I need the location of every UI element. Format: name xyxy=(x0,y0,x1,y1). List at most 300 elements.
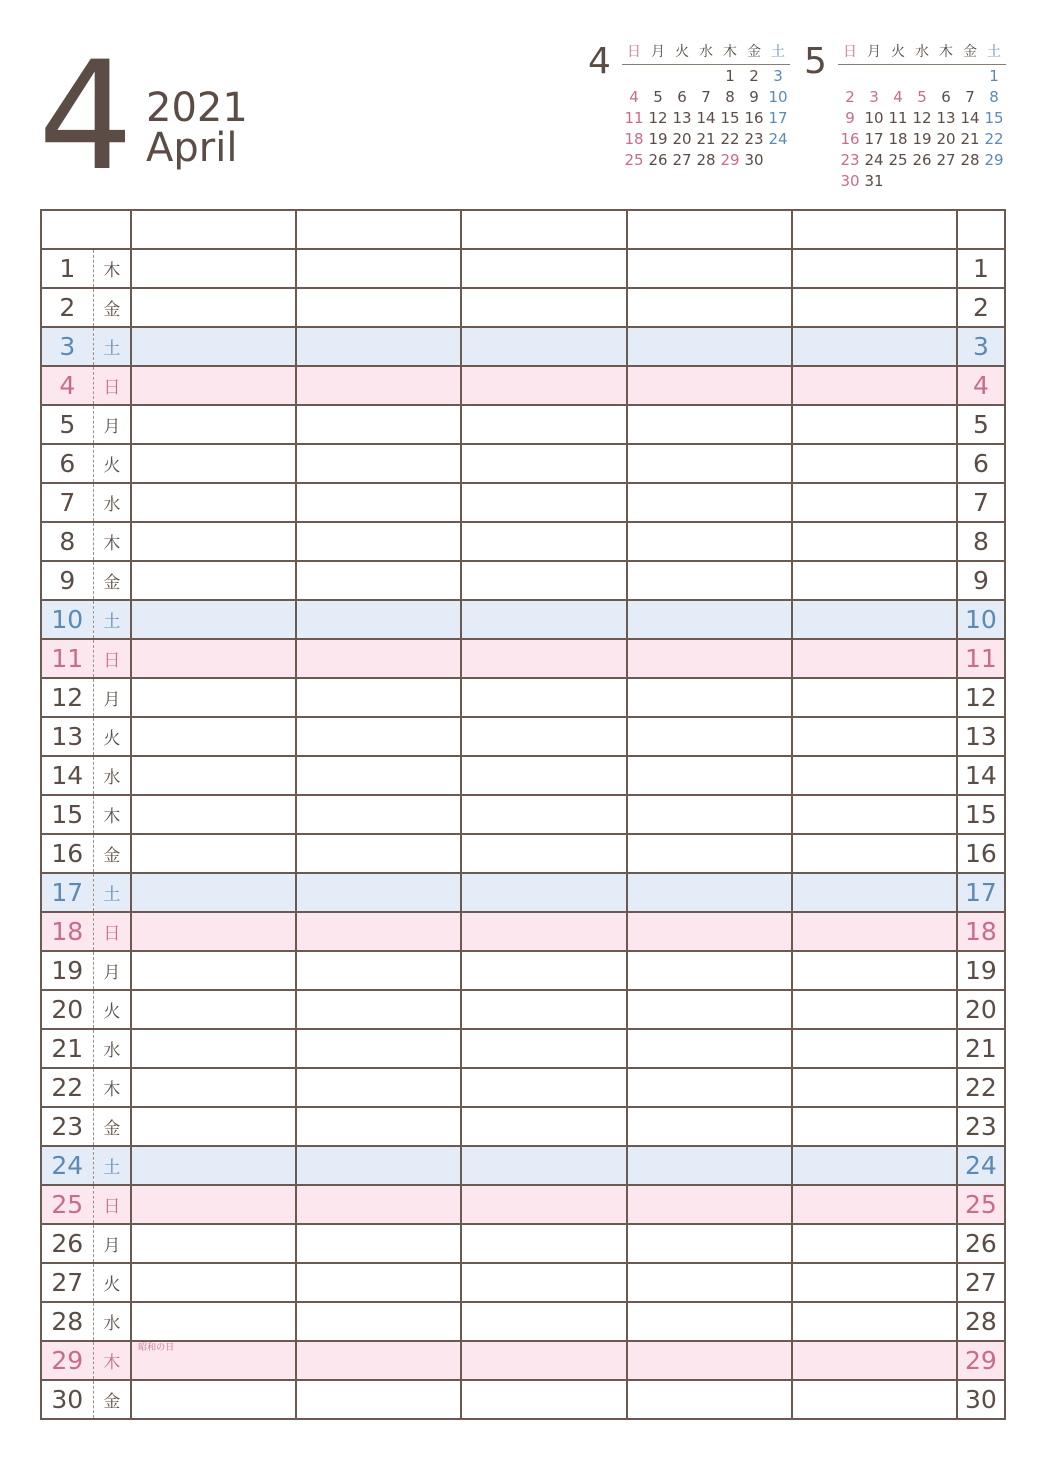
day-number: 23 xyxy=(41,1107,93,1146)
schedule-cell[interactable] xyxy=(792,1263,957,1302)
day-number: 15 xyxy=(41,795,93,834)
day-number: 11 xyxy=(41,639,93,678)
schedule-cell[interactable] xyxy=(627,1224,792,1263)
day-number: 12 xyxy=(41,678,93,717)
schedule-cell[interactable] xyxy=(461,522,626,561)
schedule-cell[interactable] xyxy=(792,1341,957,1380)
schedule-cell[interactable] xyxy=(296,327,461,366)
mini-calendar-grid xyxy=(622,40,790,170)
mini-calendar-day: 23 xyxy=(744,129,764,148)
mini-calendar-day: 16 xyxy=(744,108,764,127)
schedule-cell[interactable] xyxy=(461,990,626,1029)
schedule-cell[interactable] xyxy=(627,678,792,717)
day-row xyxy=(41,1302,1005,1341)
day-row xyxy=(41,249,1005,288)
schedule-cell[interactable] xyxy=(792,288,957,327)
mini-calendar-weekday-header xyxy=(838,40,1006,65)
mini-calendar-day: 5 xyxy=(917,87,927,106)
mini-calendar-day: 17 xyxy=(768,108,788,127)
day-row xyxy=(41,756,1005,795)
day-number-right: 29 xyxy=(957,1341,1005,1380)
schedule-cell[interactable] xyxy=(627,1029,792,1068)
day-row xyxy=(41,678,1005,717)
mini-calendar-day: 21 xyxy=(960,129,980,148)
schedule-cell[interactable] xyxy=(296,444,461,483)
schedule-cell[interactable] xyxy=(296,561,461,600)
header-end-cell xyxy=(957,210,1005,249)
schedule-cell[interactable] xyxy=(131,1380,296,1419)
mini-calendar-day: 10 xyxy=(768,87,788,106)
day-number: 26 xyxy=(41,1224,93,1263)
mini-calendar-day: 27 xyxy=(672,150,692,169)
schedule-cell[interactable] xyxy=(792,717,957,756)
day-number-right: 23 xyxy=(957,1107,1005,1146)
mini-calendar-week xyxy=(838,86,1006,107)
schedule-cell[interactable] xyxy=(131,366,296,405)
day-weekday: 水 xyxy=(93,1029,131,1068)
schedule-cell[interactable] xyxy=(461,1263,626,1302)
schedule-cell[interactable] xyxy=(627,1341,792,1380)
schedule-cell[interactable] xyxy=(627,444,792,483)
holiday-label: 昭和の日 xyxy=(138,1343,175,1353)
mini-calendar-day: 25 xyxy=(888,150,908,169)
mini-calendar-day: 1 xyxy=(989,66,999,85)
mini-calendar-week xyxy=(838,149,1006,170)
mini-calendar-week xyxy=(622,149,790,170)
schedule-cell[interactable] xyxy=(461,288,626,327)
schedule-cell[interactable] xyxy=(296,990,461,1029)
schedule-cell[interactable] xyxy=(627,1146,792,1185)
schedule-cell[interactable] xyxy=(461,1146,626,1185)
schedule-cell[interactable] xyxy=(792,951,957,990)
mini-calendar-month-number: 4 xyxy=(588,41,611,82)
mini-calendar-week xyxy=(838,107,1006,128)
day-number-right: 22 xyxy=(957,1068,1005,1107)
day-number-right: 18 xyxy=(957,912,1005,951)
mini-calendar-day: 6 xyxy=(941,87,951,106)
schedule-cell[interactable] xyxy=(131,600,296,639)
schedule-cell[interactable] xyxy=(461,1302,626,1341)
mini-calendar-weekday: 金 xyxy=(963,44,977,60)
schedule-cell[interactable] xyxy=(131,990,296,1029)
schedule-cell[interactable] xyxy=(461,444,626,483)
schedule-cell[interactable] xyxy=(461,249,626,288)
schedule-cell[interactable] xyxy=(131,1302,296,1341)
schedule-cell[interactable] xyxy=(627,483,792,522)
schedule-cell[interactable] xyxy=(461,873,626,912)
schedule-cell[interactable] xyxy=(461,912,626,951)
day-row xyxy=(41,834,1005,873)
day-weekday: 月 xyxy=(93,405,131,444)
mini-calendar-day: 12 xyxy=(648,108,668,127)
schedule-cell[interactable] xyxy=(461,483,626,522)
mini-calendar-day: 18 xyxy=(888,129,908,148)
schedule-cell[interactable] xyxy=(461,834,626,873)
day-number: 30 xyxy=(41,1380,93,1419)
schedule-cell[interactable] xyxy=(296,1068,461,1107)
day-number-right: 21 xyxy=(957,1029,1005,1068)
schedule-cell[interactable] xyxy=(131,483,296,522)
day-number-right: 27 xyxy=(957,1263,1005,1302)
mini-calendar-weekday: 水 xyxy=(915,44,929,60)
day-row xyxy=(41,600,1005,639)
mini-calendar-weekday: 日 xyxy=(627,44,641,60)
mini-calendar-weekday: 火 xyxy=(675,44,689,60)
schedule-cell[interactable] xyxy=(461,600,626,639)
schedule-cell[interactable] xyxy=(792,600,957,639)
schedule-cell[interactable] xyxy=(792,561,957,600)
day-weekday: 水 xyxy=(93,756,131,795)
schedule-cell[interactable] xyxy=(627,1263,792,1302)
schedule-cell[interactable] xyxy=(627,1185,792,1224)
day-row xyxy=(41,1185,1005,1224)
schedule-cell[interactable] xyxy=(461,1107,626,1146)
mini-calendar-weekday: 土 xyxy=(771,44,785,60)
schedule-cell[interactable] xyxy=(792,1146,957,1185)
day-number-right: 30 xyxy=(957,1380,1005,1419)
mini-calendar-day: 19 xyxy=(648,129,668,148)
schedule-cell[interactable] xyxy=(461,717,626,756)
mini-calendar-day: 9 xyxy=(749,87,759,106)
schedule-cell[interactable] xyxy=(792,405,957,444)
mini-calendar-day: 12 xyxy=(912,108,932,127)
mini-calendar-day: 26 xyxy=(912,150,932,169)
mini-calendar-day: 3 xyxy=(773,66,783,85)
schedule-cell[interactable] xyxy=(792,873,957,912)
schedule-cell[interactable] xyxy=(131,639,296,678)
schedule-cell[interactable] xyxy=(131,1224,296,1263)
day-number: 27 xyxy=(41,1263,93,1302)
schedule-cell[interactable] xyxy=(461,1224,626,1263)
schedule-cell[interactable] xyxy=(792,444,957,483)
header-column-3[interactable] xyxy=(461,210,626,249)
schedule-cell[interactable] xyxy=(627,639,792,678)
day-weekday: 日 xyxy=(93,366,131,405)
schedule-cell[interactable] xyxy=(461,1380,626,1419)
schedule-cell[interactable] xyxy=(627,1107,792,1146)
day-number-right: 7 xyxy=(957,483,1005,522)
schedule-cell[interactable] xyxy=(461,327,626,366)
schedule-cell[interactable] xyxy=(131,678,296,717)
day-row xyxy=(41,405,1005,444)
mini-calendar-weekday: 土 xyxy=(987,44,1001,60)
schedule-cell[interactable] xyxy=(792,756,957,795)
day-number-right: 4 xyxy=(957,366,1005,405)
day-number: 13 xyxy=(41,717,93,756)
schedule-cell[interactable] xyxy=(627,522,792,561)
day-number-right: 11 xyxy=(957,639,1005,678)
day-number: 10 xyxy=(41,600,93,639)
schedule-cell[interactable] xyxy=(296,756,461,795)
day-number: 1 xyxy=(41,249,93,288)
day-number: 4 xyxy=(41,366,93,405)
day-number-right: 8 xyxy=(957,522,1005,561)
schedule-cell[interactable] xyxy=(296,1029,461,1068)
schedule-cell[interactable] xyxy=(792,366,957,405)
header-date-cell xyxy=(41,210,131,249)
day-weekday: 月 xyxy=(93,1224,131,1263)
schedule-cell[interactable] xyxy=(131,327,296,366)
schedule-cell[interactable] xyxy=(461,756,626,795)
day-number-right: 13 xyxy=(957,717,1005,756)
mini-calendar-month-number: 5 xyxy=(804,41,827,82)
schedule-cell[interactable] xyxy=(296,1380,461,1419)
column-header-row xyxy=(41,210,1005,249)
mini-calendar-day: 7 xyxy=(965,87,975,106)
schedule-cell[interactable] xyxy=(296,1185,461,1224)
day-weekday: 木 xyxy=(93,522,131,561)
schedule-cell[interactable] xyxy=(792,249,957,288)
schedule-cell[interactable] xyxy=(627,1302,792,1341)
mini-calendar-day: 5 xyxy=(653,87,663,106)
schedule-cell[interactable] xyxy=(461,1068,626,1107)
mini-calendar-day: 4 xyxy=(893,87,903,106)
schedule-cell[interactable] xyxy=(792,1107,957,1146)
day-number-right: 10 xyxy=(957,600,1005,639)
schedule-cell[interactable] xyxy=(792,1224,957,1263)
schedule-cell[interactable] xyxy=(792,1068,957,1107)
schedule-cell[interactable] xyxy=(627,600,792,639)
schedule-cell[interactable] xyxy=(627,834,792,873)
schedule-cell[interactable] xyxy=(296,795,461,834)
schedule-cell[interactable] xyxy=(296,1146,461,1185)
schedule-cell[interactable] xyxy=(792,678,957,717)
schedule-cell[interactable] xyxy=(131,951,296,990)
day-weekday: 日 xyxy=(93,1185,131,1224)
day-number: 9 xyxy=(41,561,93,600)
day-weekday: 日 xyxy=(93,639,131,678)
mini-calendar-day: 2 xyxy=(749,66,759,85)
schedule-cell[interactable] xyxy=(627,951,792,990)
schedule-cell[interactable] xyxy=(792,1185,957,1224)
schedule-cell[interactable] xyxy=(627,873,792,912)
day-weekday: 火 xyxy=(93,717,131,756)
schedule-cell[interactable] xyxy=(296,366,461,405)
day-number-right: 26 xyxy=(957,1224,1005,1263)
day-weekday: 木 xyxy=(93,795,131,834)
schedule-cell[interactable] xyxy=(131,1146,296,1185)
day-number-right: 6 xyxy=(957,444,1005,483)
mini-calendar-day: 30 xyxy=(744,150,764,169)
schedule-cell[interactable] xyxy=(131,756,296,795)
mini-calendar-day: 23 xyxy=(840,150,860,169)
schedule-cell[interactable] xyxy=(296,912,461,951)
schedule-cell[interactable] xyxy=(296,873,461,912)
mini-calendar-weekday: 金 xyxy=(747,44,761,60)
mini-calendar-day: 14 xyxy=(696,108,716,127)
day-row xyxy=(41,522,1005,561)
day-number-right: 24 xyxy=(957,1146,1005,1185)
day-number-right: 2 xyxy=(957,288,1005,327)
schedule-cell[interactable] xyxy=(461,1185,626,1224)
day-row xyxy=(41,1224,1005,1263)
day-row xyxy=(41,1107,1005,1146)
schedule-cell[interactable] xyxy=(296,1107,461,1146)
schedule-cell[interactable] xyxy=(792,1029,957,1068)
schedule-cell[interactable] xyxy=(131,561,296,600)
schedule-cell[interactable] xyxy=(296,522,461,561)
mini-calendar-day: 22 xyxy=(720,129,740,148)
mini-calendar-day: 2 xyxy=(845,87,855,106)
schedule-cell[interactable] xyxy=(461,1341,626,1380)
schedule-cell[interactable] xyxy=(131,1107,296,1146)
schedule-cell[interactable] xyxy=(627,756,792,795)
mini-calendar-grid xyxy=(838,40,1006,191)
schedule-cell[interactable] xyxy=(131,1341,296,1380)
day-number: 28 xyxy=(41,1302,93,1341)
schedule-cell[interactable] xyxy=(627,912,792,951)
day-number: 25 xyxy=(41,1185,93,1224)
header-column-4[interactable] xyxy=(627,210,792,249)
schedule-cell[interactable] xyxy=(131,444,296,483)
schedule-cell[interactable] xyxy=(461,405,626,444)
schedule-cell[interactable] xyxy=(461,639,626,678)
schedule-cell[interactable] xyxy=(296,600,461,639)
schedule-cell[interactable] xyxy=(131,717,296,756)
mini-calendar-weekday: 木 xyxy=(939,44,953,60)
schedule-cell[interactable] xyxy=(131,1263,296,1302)
schedule-cell[interactable] xyxy=(131,795,296,834)
day-weekday: 木 xyxy=(93,1341,131,1380)
mini-calendar-day: 31 xyxy=(864,171,884,190)
day-number-right: 5 xyxy=(957,405,1005,444)
schedule-cell[interactable] xyxy=(131,1185,296,1224)
mini-calendar-week xyxy=(622,65,790,86)
day-row xyxy=(41,951,1005,990)
day-number-right: 19 xyxy=(957,951,1005,990)
schedule-cell[interactable] xyxy=(792,990,957,1029)
day-row xyxy=(41,1380,1005,1419)
schedule-cell[interactable] xyxy=(792,639,957,678)
schedule-cell[interactable] xyxy=(461,561,626,600)
schedule-cell[interactable] xyxy=(627,327,792,366)
schedule-cell[interactable] xyxy=(296,639,461,678)
mini-calendar-weekday: 日 xyxy=(843,44,857,60)
mini-calendar-day: 25 xyxy=(624,150,644,169)
schedule-cell[interactable] xyxy=(131,873,296,912)
schedule-cell[interactable] xyxy=(296,1224,461,1263)
schedule-cell[interactable] xyxy=(131,834,296,873)
schedule-cell[interactable] xyxy=(792,834,957,873)
schedule-cell[interactable] xyxy=(131,405,296,444)
day-number: 8 xyxy=(41,522,93,561)
mini-calendar-day: 6 xyxy=(677,87,687,106)
day-row xyxy=(41,366,1005,405)
schedule-cell[interactable] xyxy=(296,678,461,717)
day-number-right: 12 xyxy=(957,678,1005,717)
schedule-cell[interactable] xyxy=(627,990,792,1029)
schedule-cell[interactable] xyxy=(627,561,792,600)
schedule-cell[interactable] xyxy=(627,1380,792,1419)
day-row xyxy=(41,1146,1005,1185)
mini-calendar-week xyxy=(622,128,790,149)
schedule-cell[interactable] xyxy=(792,483,957,522)
schedule-cell[interactable] xyxy=(131,1068,296,1107)
day-number: 16 xyxy=(41,834,93,873)
schedule-cell[interactable] xyxy=(792,327,957,366)
schedule-cell[interactable] xyxy=(296,483,461,522)
schedule-cell[interactable] xyxy=(296,1263,461,1302)
day-row xyxy=(41,327,1005,366)
schedule-cell[interactable] xyxy=(131,249,296,288)
schedule-cell[interactable] xyxy=(131,912,296,951)
mini-calendar-weekday-header xyxy=(622,40,790,65)
day-row xyxy=(41,639,1005,678)
day-number: 2 xyxy=(41,288,93,327)
schedule-cell[interactable] xyxy=(296,717,461,756)
day-number: 3 xyxy=(41,327,93,366)
mini-calendar-day: 28 xyxy=(960,150,980,169)
day-number: 19 xyxy=(41,951,93,990)
schedule-cell[interactable] xyxy=(792,1380,957,1419)
mini-calendar-day: 1 xyxy=(725,66,735,85)
schedule-cell[interactable] xyxy=(131,1029,296,1068)
day-weekday: 火 xyxy=(93,444,131,483)
day-number-right: 16 xyxy=(957,834,1005,873)
schedule-cell[interactable] xyxy=(792,912,957,951)
mini-calendar-week xyxy=(838,128,1006,149)
day-weekday: 日 xyxy=(93,912,131,951)
schedule-cell[interactable] xyxy=(296,834,461,873)
schedule-cell[interactable] xyxy=(627,1068,792,1107)
schedule-cell[interactable] xyxy=(296,288,461,327)
day-row xyxy=(41,1068,1005,1107)
mini-calendar-day: 8 xyxy=(725,87,735,106)
day-row xyxy=(41,1263,1005,1302)
day-number-right: 20 xyxy=(957,990,1005,1029)
schedule-cell[interactable] xyxy=(461,795,626,834)
schedule-cell[interactable] xyxy=(296,405,461,444)
schedule-cell[interactable] xyxy=(792,795,957,834)
header-column-1[interactable] xyxy=(131,210,296,249)
schedule-cell[interactable] xyxy=(461,1029,626,1068)
mini-calendar-day: 11 xyxy=(624,108,644,127)
schedule-cell[interactable] xyxy=(627,717,792,756)
schedule-cell[interactable] xyxy=(296,1341,461,1380)
schedule-cell[interactable] xyxy=(627,366,792,405)
day-weekday: 金 xyxy=(93,561,131,600)
schedule-cell[interactable] xyxy=(792,1302,957,1341)
schedule-cell[interactable] xyxy=(792,522,957,561)
header-column-5[interactable] xyxy=(792,210,957,249)
day-number-right: 9 xyxy=(957,561,1005,600)
mini-calendar-day: 22 xyxy=(984,129,1004,148)
schedule-cell[interactable] xyxy=(296,1302,461,1341)
mini-calendar-weekday: 木 xyxy=(723,44,737,60)
day-number: 24 xyxy=(41,1146,93,1185)
schedule-cell[interactable] xyxy=(131,288,296,327)
schedule-cell[interactable] xyxy=(461,366,626,405)
schedule-cell[interactable] xyxy=(627,795,792,834)
mini-calendar-day: 13 xyxy=(672,108,692,127)
schedule-cell[interactable] xyxy=(296,951,461,990)
day-weekday: 金 xyxy=(93,1107,131,1146)
schedule-cell[interactable] xyxy=(627,405,792,444)
schedule-cell[interactable] xyxy=(131,522,296,561)
mini-calendar-day: 27 xyxy=(936,150,956,169)
day-number: 17 xyxy=(41,873,93,912)
big-month-number: 4 xyxy=(38,30,130,204)
schedule-cell[interactable] xyxy=(461,951,626,990)
mini-calendar-day: 7 xyxy=(701,87,711,106)
header-column-2[interactable] xyxy=(296,210,461,249)
day-number: 7 xyxy=(41,483,93,522)
schedule-cell[interactable] xyxy=(296,249,461,288)
schedule-cell[interactable] xyxy=(461,678,626,717)
day-number: 5 xyxy=(41,405,93,444)
schedule-cell[interactable] xyxy=(627,249,792,288)
schedule-cell[interactable] xyxy=(627,288,792,327)
